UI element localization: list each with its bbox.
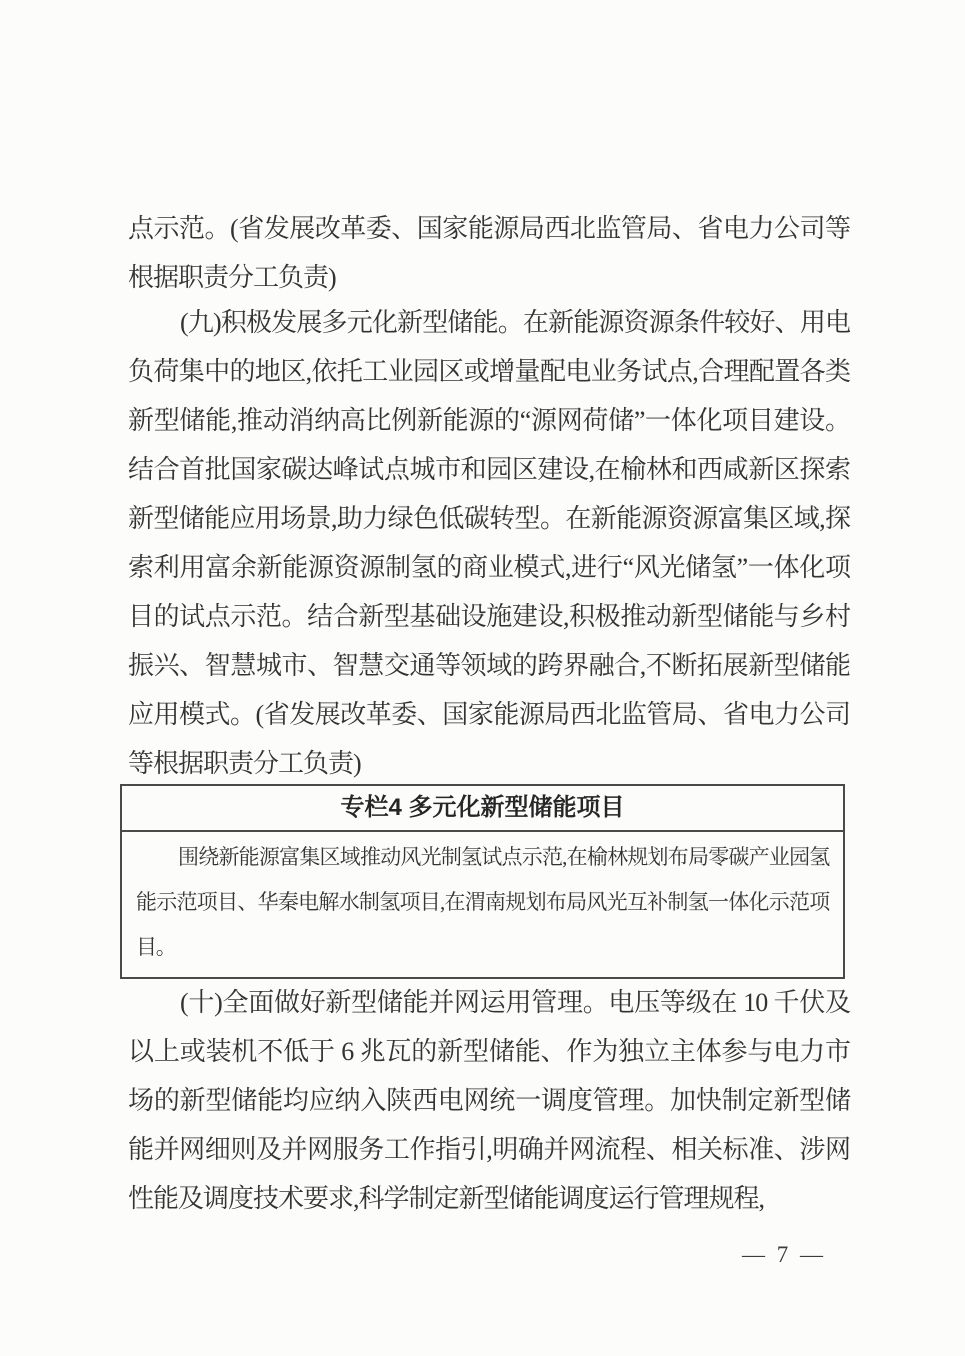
callout-box (120, 784, 845, 979)
body-paragraph-item-9: (九)积极发展多元化新型储能。在新能源资源条件较好、用电负荷集中的地区,依托工业园区或增量配电业务试点,合理配置各类新型储能,推动消纳高比例新能源的“源网荷储”一体化项目建设。结合首批国家碳达峰试点城市和园区建设,在榆林和西咸新区探索新型储能应用场景,助力绿色低碳转型。在新能源资源富集区域,探索利用富余新能源资源制氢的商业模式,进行“风光储氢”一体化项目的试点示范。结合新型基础设施建设,积极推动新型储能与乡村振兴、智慧城市、智慧交通等领域的跨界融合,不断拓展新型储能应用模式。(省发展改革委、国家能源局西北监管局、省电力公司等根据职责分工负责) (128, 308, 850, 778)
callout-body: 围绕新能源富集区域推动风光制氢试点示范,在榆林规划布局零碳产业园氢能示范项目、华秦电解水制氢项目,在渭南规划布局风光互补制氢一体化示范项目。 (136, 845, 829, 959)
body-paragraph-item-10: (十)全面做好新型储能并网运用管理。电压等级在 10 千伏及以上或装机不低于 6 兆瓦的新型储能、作为独立主体参与电力市场的新型储能均应纳入陕西电网统一调度管理。加快制定新型储能并网细则及并网服务工作指引,明确并网流程、相关标准、涉网性能及调度技术要求,科学制定新型储能调度运行管理规程, (128, 988, 850, 1213)
body-paragraph-continuation: 点示范。(省发展改革委、国家能源局西北监管局、省电力公司等根据职责分工负责) (128, 214, 850, 292)
callout-title: 专栏4 多元化新型储能项目 (122, 786, 843, 832)
page-number: — 7 — (742, 1242, 826, 1267)
